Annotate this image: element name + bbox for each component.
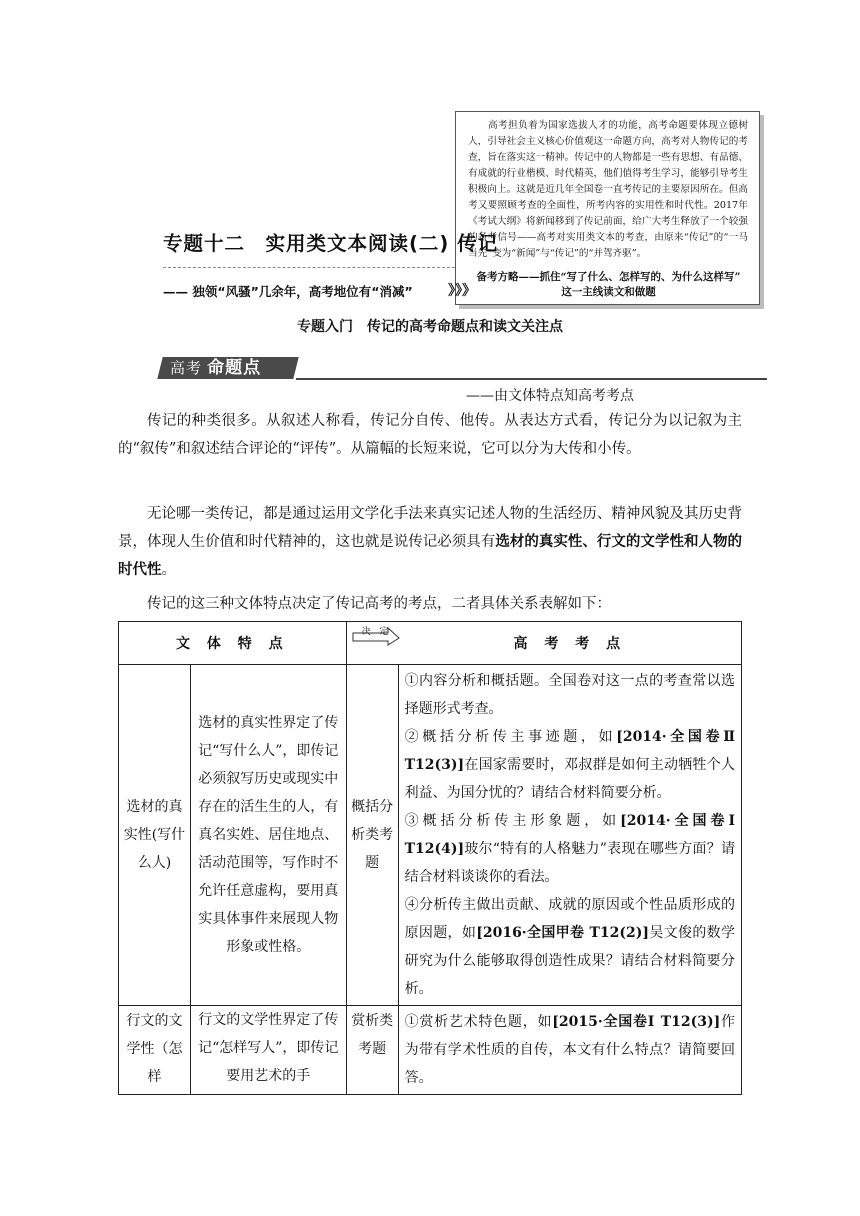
kaodian-table (118, 621, 742, 1095)
section-badge-text (170, 357, 261, 379)
badge-thin: 高考 (170, 359, 203, 377)
row2-category: 行文的文学性（怎样 (119, 1006, 191, 1095)
row1-item-4-source: [2016·全国甲卷 T12(2)] (476, 925, 650, 941)
row1-item-2 (405, 723, 735, 807)
inset-box (455, 111, 760, 305)
row1-type: 概括分析类考题 (346, 665, 398, 1006)
title-divider (163, 267, 455, 268)
paragraph-2-bold: 选材的真实性、行文的文学性和人物的时代性 (118, 533, 743, 578)
paragraph-2 (118, 500, 742, 584)
row2-item-1-source: [2015·全国卷Ⅰ T12(3)] (552, 1014, 721, 1030)
subtitle-arrows-icon: 》》》 (448, 283, 476, 299)
decide-arrow-icon (352, 624, 400, 646)
row1-item-3-lead: ③概括分析传主形象题，如 (404, 813, 621, 829)
header-wenti: 文 体 特 点 (119, 622, 347, 665)
decide-label: 决 定 (361, 627, 392, 637)
row1-items (398, 665, 741, 1006)
intro-title: 专题入门 传记的高考命题点和读文关注点 (297, 319, 563, 335)
strategy-line-1: 备考方略——抓住“写了什么、怎样写的、为什么这样写” (476, 271, 741, 283)
row1-category-text: 选材的真实性(写什么人) (123, 799, 186, 871)
page-subtitle: —— 独领“风骚”几余年，高考地位有“消减” (163, 284, 413, 299)
badge-thick: 命题点 (207, 358, 262, 378)
row1-item-2-question: 在国家需要时，邓叔群是如何主动牺牲个人利益、为国分忧的？请结合材料简要分析。 (404, 757, 735, 801)
row1-item-4-lead: ④分析传主做出贡献、成就的原因或个性品质形成的原因题，如 (404, 897, 735, 941)
paragraph-2-c: 。 (161, 562, 176, 578)
header-gaokao (346, 622, 741, 665)
inset-text: 高考担负着为国家选拔人才的功能，高考命题要体现立德树人，引导社会主义核心价值观这一命题方向，高考对人物传记的考查，旨在落实这一精神。传记中的人物都是一些有思想、有品德、有成就的行业楷模、时代精英，他们值得考生学习，能够引导考生积极向上。这就是近几年全国卷一直考传记的主要原因所在。但高考又要照顾考查的全面性，所考内容的实用性和时代性。2017年《考试大纲》将新闻移到了传记前面，给广大考生释放了一个较强的备考信号——高考对实用类文本的考查，由原来“传记”的“一马当先”变为“新闻”与“传记”的“并驾齐驱”。 (468, 120, 748, 259)
table-row (119, 1006, 742, 1095)
row1-item-3 (405, 807, 735, 891)
row1-item-2-source: [2014·全国卷Ⅱ T12(3)] (404, 729, 736, 773)
strategy-line-2: 这一主线读文和做题 (561, 286, 656, 298)
row1-item-3-source: [2014·全国卷Ⅰ T12(4)] (404, 813, 736, 857)
header-gaokao-label: 高 考 考 点 (513, 636, 627, 652)
row2-type: 赏析类考题 (346, 1006, 398, 1095)
table-header-row (119, 622, 742, 665)
row2-item-1 (405, 1008, 735, 1092)
section-rule (296, 378, 767, 380)
paragraph-1: 传记的种类很多。从叙述人称看，传记分自传、他传。从表达方式看，传记分为以记叙为主的“叙传”和叙述结合评论的“评传”。从篇幅的长短来说，它可以分为大传和小传。 (118, 413, 742, 457)
table-row (119, 665, 742, 1006)
section-subheading: ——由文体特点知高考考点 (466, 388, 634, 404)
row1-item-1: ①内容分析和概括题。全国卷对这一点的考查常以选择题形式考查。 (404, 673, 735, 717)
row2-item-1-question: 作为带有学术性质的自传，本文有什么特点？请简要回答。 (404, 1014, 735, 1086)
row1-item-4 (405, 891, 735, 1003)
paragraph-3: 传记的这三种文体特点决定了传记高考的考点，二者具体关系表解如下： (147, 596, 611, 612)
row1-item-2-lead: ②概括分析传主事迹题，如 (404, 729, 617, 745)
row2-description: 行文的文学性界定了传记“怎样写人”，即传记要用艺术的手 (190, 1006, 346, 1095)
row1-category (119, 665, 191, 1006)
inset-strategy (466, 270, 751, 300)
row1-description: 选材的真实性界定了传记“写什么人”，即传记必须叙写历史或现实中存在的活生生的人，有真名实姓、居住地点、活动范围等，写作时不允许任意虚构，要用真实具体事件来展现人物形象或性格。 (190, 665, 346, 1006)
page-title: 专题十二 实用类文本阅读(二) 传记 (163, 232, 499, 255)
row1-item-4-question: 吴文俊的数学研究为什么能够取得创造性成果？请结合材料简要分析。 (404, 925, 736, 997)
row1-item-3-question: 玻尔“特有的人格魅力”表现在哪些方面？请结合材料谈谈你的看法。 (404, 841, 735, 885)
paragraph-2-a: 无论哪一类传记，都是通过运用文学化手法来真实记述人物的生活经历、精神风貌及其历史背景，体现人生价值和时代精神的，这也就是说传记必须具有 (118, 506, 742, 550)
row2-items (398, 1006, 741, 1095)
row2-item-1-lead: ①赏析艺术特色题，如 (404, 1014, 553, 1030)
